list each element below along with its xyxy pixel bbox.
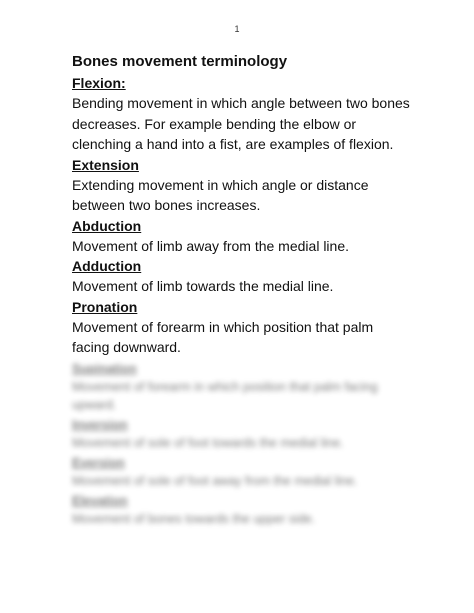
term-heading: Abduction <box>72 217 142 234</box>
term-heading: Supination <box>72 361 137 376</box>
term-definition: Movement of bones towards the upper side. <box>72 511 316 526</box>
term-section-eversion <box>72 454 412 490</box>
term-definition: Movement of forearm in which position that palm facing upward. <box>72 379 378 412</box>
term-section-supination <box>72 360 412 414</box>
term-definition: Movement of sole of foot away from the medial line. <box>72 473 358 488</box>
blurred-preview-region <box>72 360 412 528</box>
term-section-abduction <box>72 216 412 257</box>
term-section-adduction <box>72 256 412 297</box>
term-definition: Movement of limb towards the medial line. <box>72 278 334 294</box>
term-definition: Bending movement in which angle between two bones decreases. For example bending the elbow or clenching a hand into a fist, are examples of flexion. <box>72 95 410 152</box>
term-section-elevation <box>72 492 412 528</box>
term-heading: Extension <box>72 156 139 173</box>
page-number: 1 <box>234 24 240 34</box>
term-heading: Adduction <box>72 258 142 274</box>
term-section-extension <box>72 155 412 216</box>
term-definition: Movement of forearm in which position that palm facing downward. <box>72 318 374 355</box>
document-title: Bones movement terminology <box>72 53 288 70</box>
document-body <box>72 52 412 528</box>
term-heading: Eversion <box>72 455 125 470</box>
term-section-flexion <box>72 73 412 155</box>
term-heading: Inversion <box>72 417 128 432</box>
term-heading: Elevation <box>72 493 128 508</box>
term-definition: Movement of limb away from the medial line. <box>72 237 349 254</box>
term-definition: Movement of sole of foot towards the medial line. <box>72 435 344 450</box>
term-heading: Flexion: <box>72 75 126 91</box>
term-heading: Pronation <box>72 298 138 315</box>
term-definition: Extending movement in which angle or distance between two bones increases. <box>72 176 369 213</box>
term-section-inversion <box>72 416 412 452</box>
term-section-pronation <box>72 297 412 358</box>
